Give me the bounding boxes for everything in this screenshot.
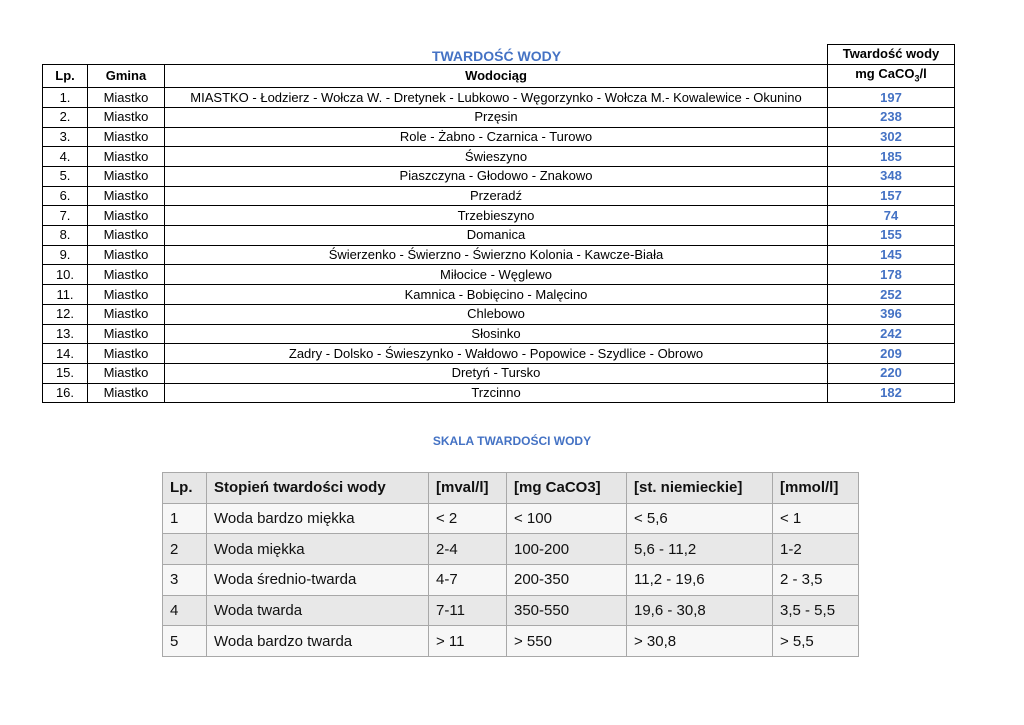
scale-cell: < 2 xyxy=(429,503,507,534)
scale-header-cell: [st. niemieckie] xyxy=(627,473,773,504)
table-row xyxy=(43,107,955,127)
scale-header-row xyxy=(163,473,859,504)
row-gmina: Miastko xyxy=(88,344,165,364)
header-gmina: Gmina xyxy=(88,64,165,88)
scale-cell: 2-4 xyxy=(429,534,507,565)
scale-cell: > 550 xyxy=(507,626,627,657)
scale-cell: 2 - 3,5 xyxy=(773,565,859,596)
table-row xyxy=(43,383,955,403)
row-hardness-value: 252 xyxy=(828,285,955,305)
row-lp: 3. xyxy=(43,127,88,147)
table-row xyxy=(43,226,955,246)
row-wodociag: Domanica xyxy=(165,226,828,246)
hardness-table xyxy=(42,44,955,403)
row-wodociag: Dretyń - Tursko xyxy=(165,363,828,383)
row-gmina: Miastko xyxy=(88,206,165,226)
scale-cell: 100-200 xyxy=(507,534,627,565)
row-gmina: Miastko xyxy=(88,324,165,344)
row-lp: 5. xyxy=(43,167,88,187)
blank-cell xyxy=(43,45,88,65)
row-hardness-value: 302 xyxy=(828,127,955,147)
row-hardness-value: 74 xyxy=(828,206,955,226)
table-row xyxy=(43,186,955,206)
row-wodociag: Świerzenko - Świerzno - Świerzno Kolonia - Kawcze-Biała xyxy=(165,245,828,265)
table-row xyxy=(43,363,955,383)
scale-header-cell: Lp. xyxy=(163,473,207,504)
scale-cell: 5,6 - 11,2 xyxy=(627,534,773,565)
scale-header-cell: [mval/l] xyxy=(429,473,507,504)
row-wodociag: Piaszczyna - Głodowo - Znakowo xyxy=(165,167,828,187)
scale-cell: 11,2 - 19,6 xyxy=(627,565,773,596)
row-hardness-value: 155 xyxy=(828,226,955,246)
header-unit xyxy=(828,64,955,88)
row-wodociag: Trzebieszyno xyxy=(165,206,828,226)
blank-cell xyxy=(88,45,165,65)
scale-row xyxy=(163,626,859,657)
row-lp: 9. xyxy=(43,245,88,265)
table-row xyxy=(43,245,955,265)
row-lp: 12. xyxy=(43,304,88,324)
row-wodociag: Chlebowo xyxy=(165,304,828,324)
table-row xyxy=(43,147,955,167)
row-lp: 14. xyxy=(43,344,88,364)
row-gmina: Miastko xyxy=(88,265,165,285)
row-gmina: Miastko xyxy=(88,147,165,167)
row-wodociag: Kamnica - Bobięcino - Malęcino xyxy=(165,285,828,305)
row-hardness-value: 197 xyxy=(828,88,955,108)
row-gmina: Miastko xyxy=(88,107,165,127)
table-row xyxy=(43,88,955,108)
row-lp: 6. xyxy=(43,186,88,206)
row-gmina: Miastko xyxy=(88,88,165,108)
row-lp: 10. xyxy=(43,265,88,285)
scale-cell: 2 xyxy=(163,534,207,565)
row-hardness-value: 185 xyxy=(828,147,955,167)
scale-cell: > 11 xyxy=(429,626,507,657)
row-hardness-value: 348 xyxy=(828,167,955,187)
table-row xyxy=(43,304,955,324)
scale-cell: 200-350 xyxy=(507,565,627,596)
scale-header-cell: Stopień twardości wody xyxy=(207,473,429,504)
row-wodociag: Miłocice - Węglewo xyxy=(165,265,828,285)
row-gmina: Miastko xyxy=(88,245,165,265)
scale-row xyxy=(163,595,859,626)
row-gmina: Miastko xyxy=(88,226,165,246)
header-row xyxy=(43,64,955,88)
scale-cell: Woda bardzo twarda xyxy=(207,626,429,657)
row-lp: 15. xyxy=(43,363,88,383)
scale-cell: Woda twarda xyxy=(207,595,429,626)
scale-cell: 350-550 xyxy=(507,595,627,626)
table-row xyxy=(43,285,955,305)
scale-cell: 19,6 - 30,8 xyxy=(627,595,773,626)
scale-row xyxy=(163,565,859,596)
scale-cell: Woda bardzo miękka xyxy=(207,503,429,534)
scale-row xyxy=(163,503,859,534)
header-wodociag: Wodociąg xyxy=(165,64,828,88)
row-wodociag: MIASTKO - Łodzierz - Wołcza W. - Dretynek - Lubkowo - Węgorzynko - Wołcza M.- Kowalewice - Okunino xyxy=(165,88,828,108)
row-hardness-value: 220 xyxy=(828,363,955,383)
row-hardness-value: 157 xyxy=(828,186,955,206)
row-lp: 7. xyxy=(43,206,88,226)
row-lp: 13. xyxy=(43,324,88,344)
row-lp: 16. xyxy=(43,383,88,403)
row-gmina: Miastko xyxy=(88,167,165,187)
row-wodociag: Trzcinno xyxy=(165,383,828,403)
row-lp: 8. xyxy=(43,226,88,246)
scale-title: SKALA TWARDOŚCI WODY xyxy=(432,434,592,448)
scale-cell: 4 xyxy=(163,595,207,626)
scale-header-cell: [mg CaCO3] xyxy=(507,473,627,504)
row-hardness-value: 182 xyxy=(828,383,955,403)
row-lp: 4. xyxy=(43,147,88,167)
row-gmina: Miastko xyxy=(88,304,165,324)
header-lp: Lp. xyxy=(43,64,88,88)
scale-cell: Woda średnio-twarda xyxy=(207,565,429,596)
title-cell xyxy=(165,45,828,65)
scale-table xyxy=(162,472,859,657)
row-hardness-value: 238 xyxy=(828,107,955,127)
row-lp: 11. xyxy=(43,285,88,305)
scale-cell: 3,5 - 5,5 xyxy=(773,595,859,626)
page-title: TWARDOŚĆ WODY xyxy=(431,48,562,64)
row-wodociag: Zadry - Dolsko - Świeszynko - Wałdowo - Popowice - Szydlice - Obrowo xyxy=(165,344,828,364)
scale-cell: 1 xyxy=(163,503,207,534)
unit-suffix: /l xyxy=(919,65,927,81)
row-hardness-value: 145 xyxy=(828,245,955,265)
row-wodociag: Świeszyno xyxy=(165,147,828,167)
unit-subscript: 3 xyxy=(914,73,920,84)
row-wodociag: Przęsin xyxy=(165,107,828,127)
row-hardness-value: 178 xyxy=(828,265,955,285)
scale-cell: > 30,8 xyxy=(627,626,773,657)
row-hardness-value: 396 xyxy=(828,304,955,324)
scale-cell: > 5,5 xyxy=(773,626,859,657)
row-gmina: Miastko xyxy=(88,383,165,403)
scale-cell: < 100 xyxy=(507,503,627,534)
row-hardness-value: 209 xyxy=(828,344,955,364)
unit-prefix: mg CaCO xyxy=(855,65,915,81)
scale-cell: 5 xyxy=(163,626,207,657)
row-gmina: Miastko xyxy=(88,363,165,383)
row-gmina: Miastko xyxy=(88,186,165,206)
row-wodociag: Słosinko xyxy=(165,324,828,344)
scale-cell: Woda miękka xyxy=(207,534,429,565)
row-lp: 1. xyxy=(43,88,88,108)
scale-row xyxy=(163,534,859,565)
scale-cell: 1-2 xyxy=(773,534,859,565)
scale-cell: 3 xyxy=(163,565,207,596)
row-gmina: Miastko xyxy=(88,127,165,147)
scale-cell: 7-11 xyxy=(429,595,507,626)
table-row xyxy=(43,206,955,226)
header-row-top xyxy=(43,45,955,65)
table-row xyxy=(43,127,955,147)
header-hardness: Twardość wody xyxy=(828,45,955,65)
row-wodociag: Role - Żabno - Czarnica - Turowo xyxy=(165,127,828,147)
scale-header-cell: [mmol/l] xyxy=(773,473,859,504)
scale-cell: < 5,6 xyxy=(627,503,773,534)
row-gmina: Miastko xyxy=(88,285,165,305)
scale-cell: < 1 xyxy=(773,503,859,534)
table-row xyxy=(43,324,955,344)
table-row xyxy=(43,344,955,364)
row-wodociag: Przeradź xyxy=(165,186,828,206)
row-hardness-value: 242 xyxy=(828,324,955,344)
table-row xyxy=(43,265,955,285)
scale-cell: 4-7 xyxy=(429,565,507,596)
table-row xyxy=(43,167,955,187)
row-lp: 2. xyxy=(43,107,88,127)
